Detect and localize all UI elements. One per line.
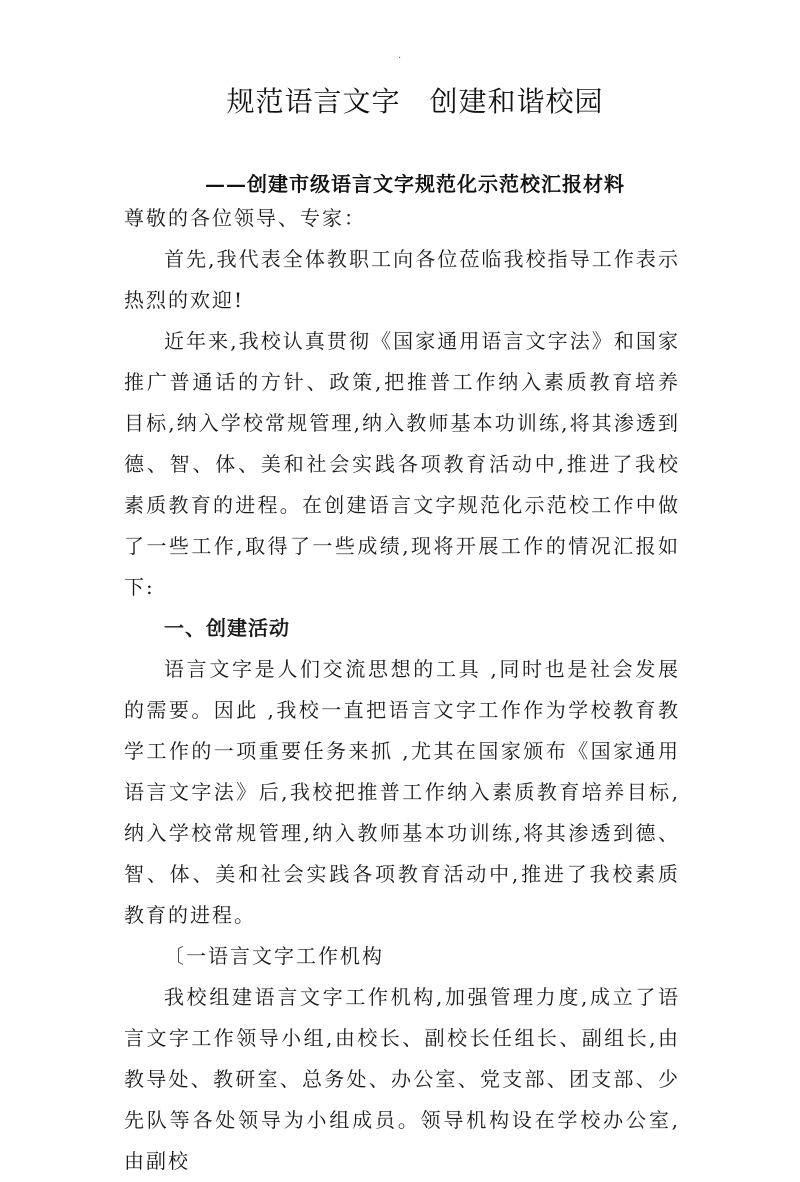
header-dot: . — [398, 50, 402, 61]
document-body — [124, 198, 680, 1182]
greeting: 尊敬的各位领导、专家： — [124, 206, 366, 230]
paragraph-welcome: 首先,我代表全体教职工向各位莅临我校指导工作表示热烈的欢迎! — [124, 247, 680, 312]
document-subtitle: ——创建市级语言文字规范化示范校汇报材料 — [205, 172, 625, 196]
document-title: 规范语言文字 创建和谐校园 — [226, 85, 604, 118]
section-heading: 一、创建活动 — [164, 616, 290, 640]
subsection-paragraph: 我校组建语言文字工作机构,加强管理力度,成立了语言文字工作领导小组,由校长、副校长任组长、副组长,由教导处、教研室、总务处、办公室、党支部、团支部、少先队等各处领导为小组成员。领导机构设在学校办公室,由副校 — [124, 985, 680, 1173]
section-paragraph: 语言文字是人们交流思想的工具 ,同时也是社会发展的需要。因此 ,我校一直把语言文字工作作为学校教育教学工作的一项重要任务来抓 ,尤其在国家颁布《国家通用语言文字法》后,我校把推普工作纳入素质教育培养目标,纳入学校常规管理,纳入教师基本功训练,将其渗透到德、智、体、美和社会实践各项教育活动中,推进了我校素质教育的进程。 — [124, 657, 680, 927]
subsection-heading: 〔一语言文字工作机构 — [164, 944, 384, 968]
paragraph-intro: 近年来,我校认真贯彻《国家通用语言文字法》和国家推广普通话的方针、政策,把推普工作纳入素质教育培养目标,纳入学校常规管理,纳入教师基本功训练,将其渗透到德、智、体、美和社会实践各项教育活动中,推进了我校素质教育的进程。在创建语言文字规范化示范校工作中做了一些工作,取得了一些成绩,现将开展工作的情况汇报如下: — [124, 329, 680, 599]
